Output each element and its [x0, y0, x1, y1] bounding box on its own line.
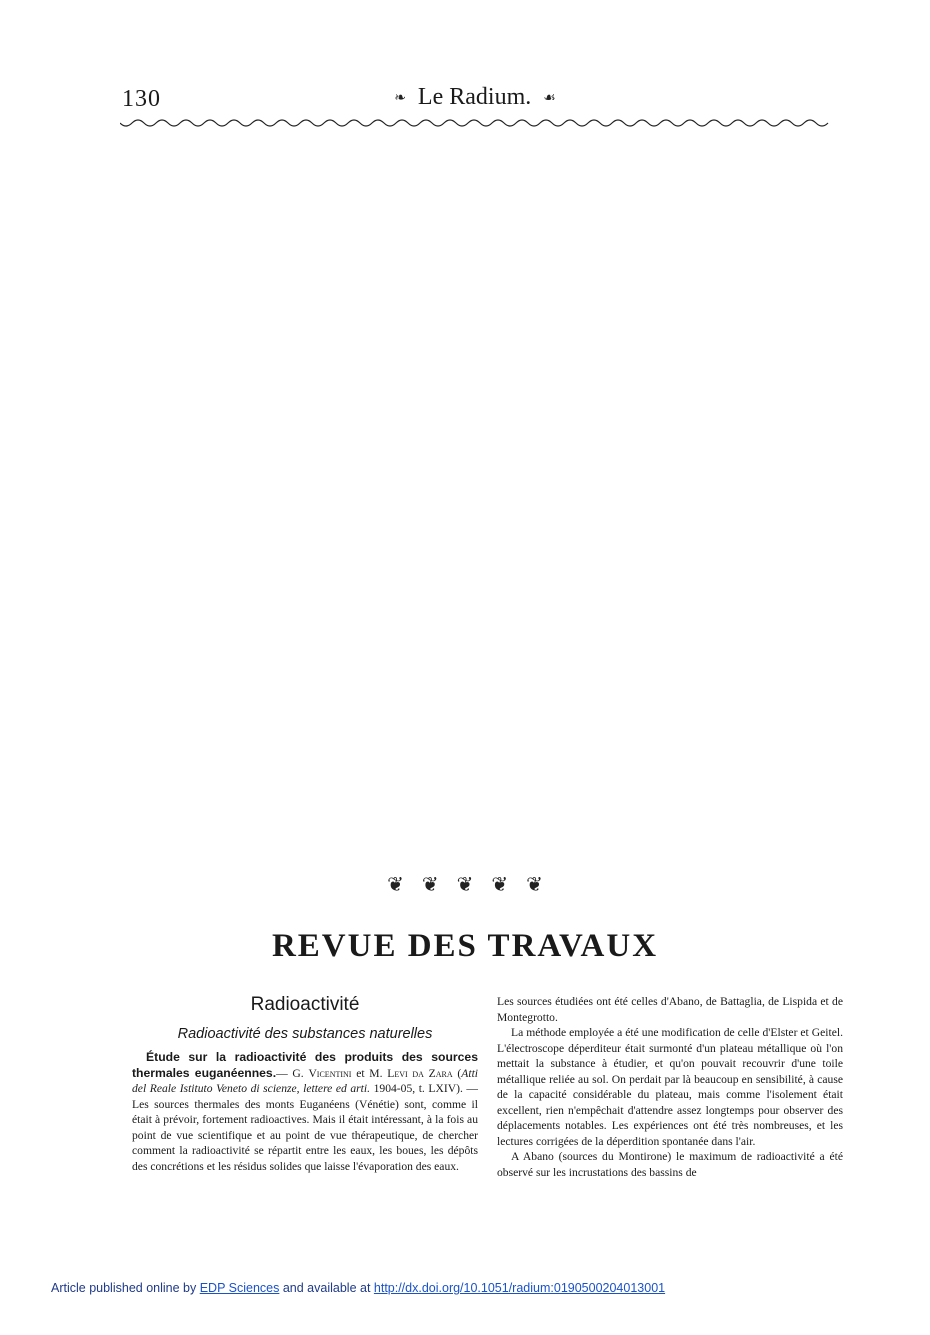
running-title-block [122, 84, 828, 111]
footer-prefix: Article published online by [51, 1281, 200, 1295]
authors-lead: — G. [276, 1066, 309, 1080]
citation-open: ( [452, 1066, 462, 1080]
article-body-continued [497, 994, 843, 1180]
publisher-link[interactable]: EDP Sciences [199, 1281, 280, 1295]
right-ornament-icon: ☙ [543, 90, 556, 106]
paragraph: La méthode employée a été une modification de celle d'Elster et Geitel. L'électroscope déperditeur était surmonté d'un plateau métallique où l'on mettait la substance à étudier, et qu'on pouvait recouvrir d'une toile métallique reliée au sol. On perdait par là beaucoup en sensibilité, à cause de la capacité considérable du plateau, mais comme l'isolement était excellent, rien n'empêchait d'attendre assez longtemps pour observer des déplacements notables. Les expériences ont été très nombreuses, et les lectures corrigées de la déperdition spontanée dans l'air. [497, 1026, 843, 1148]
fleuron-icon: ❦ [421, 874, 439, 896]
fleuron-icon: ❦ [526, 874, 543, 896]
citation-journal: Atti del Reale Istituto Veneto di scienze, lettere ed arti. [132, 1066, 479, 1095]
article-body [132, 1050, 478, 1174]
rubric-subtitle: Radioactivité des substances naturelles [177, 1026, 433, 1042]
section-title: REVUE DES TRAVAUX [271, 928, 659, 964]
article-paragraph [132, 1050, 478, 1174]
paragraph: Les sources étudiées ont été celles d'Abano, de Battaglia, de Lispida et de Montegrotto. [497, 995, 843, 1024]
fleuron-icon: ❦ [491, 874, 509, 896]
fleuron-icon: ❦ [456, 874, 474, 896]
page-number: 130 [122, 86, 161, 112]
publication-footer [51, 1281, 911, 1295]
citation-details: 1904-05, t. LXIV). — [370, 1082, 479, 1095]
doi-link[interactable]: http://dx.doi.org/10.1051/radium:0190500204013001 [373, 1281, 666, 1295]
left-ornament-icon: ❧ [394, 90, 406, 106]
fleuron-row [0, 872, 930, 897]
footer-middle: and available at [279, 1281, 374, 1295]
author-name: Vicentini [308, 1066, 352, 1080]
fleuron-icon: ❦ [387, 874, 404, 896]
author-name: Levi da Zara [387, 1066, 453, 1080]
authors-joiner: et M. [351, 1066, 388, 1080]
article-heading: Étude sur la radioactivité des produits des sources thermales euganéennes. [132, 1050, 478, 1080]
wavy-rule [120, 119, 832, 131]
rubric-title: Radioactivité [250, 994, 360, 1015]
running-title: Le Radium. [417, 84, 532, 110]
right-column [497, 994, 843, 1180]
paragraph: A Abano (sources du Montirone) le maximum de radioactivité a été observé sur les incrustations des bassins de [497, 1150, 843, 1179]
left-column [132, 994, 478, 1174]
page-header [122, 84, 828, 116]
article-text: Les sources thermales des monts Euganéens (Vénétie) sont, comme il était à prévoir, fortement radioactives. Mais il était intéressant, à la fois au point de vue scientifique et au point de vue thérapeutique, de chercher comment la radioactivité se répartit entre les eaux, les boues, les dépôts des concrétions et les résidus solides que laisse l'évaporation des eaux. [132, 1097, 478, 1173]
